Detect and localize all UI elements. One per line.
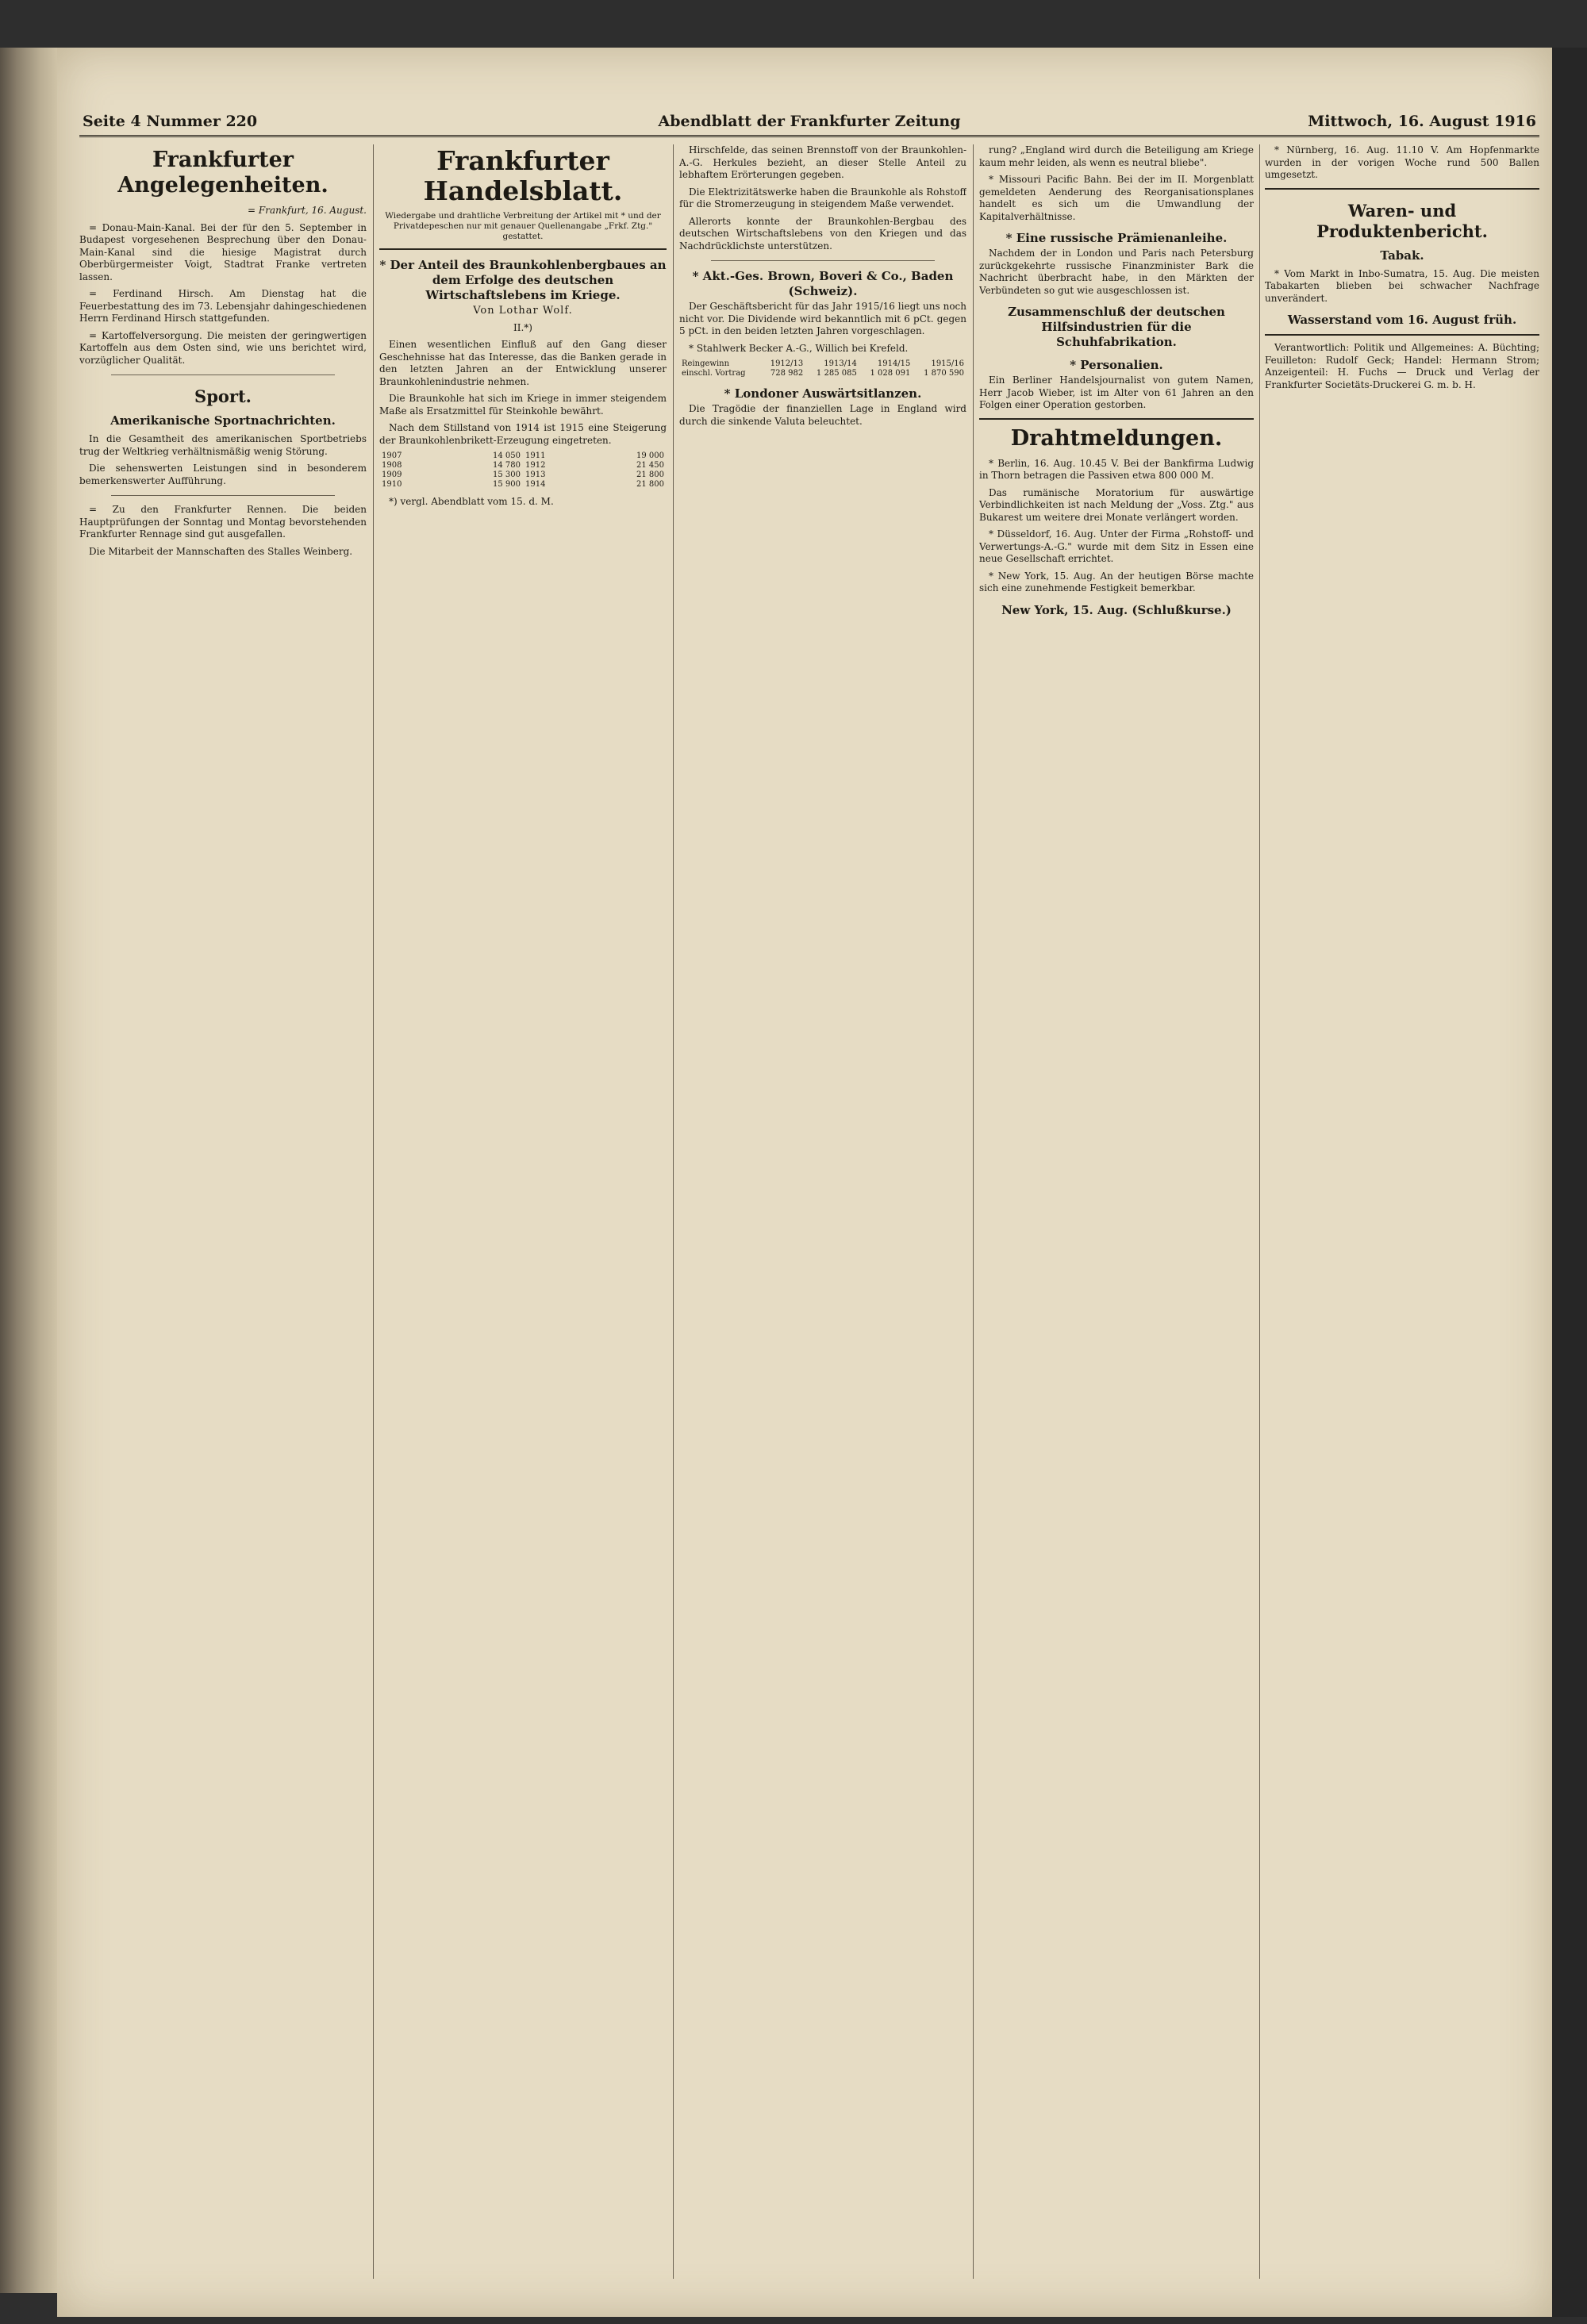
table-cell: 14 050 [492,451,521,460]
telegram-item: Das rumänische Moratorium für auswärtige Verbindlichkeiten ist nach Meldung der „Voss. Ztg." aus Bukarest um weitere drei Monate verlängert worden. [979,486,1254,523]
scan-border-right [1552,48,1587,2317]
russia-heading: * Eine russische Prämienanleihe. [1005,231,1228,245]
article-title: * Der Anteil des Braunkohlenbergbaues an dem Erfolge des deutschen Wirtschaftslebens im Kriege. [379,258,667,302]
article-part: II.*) [513,321,532,333]
table-cell: 1914 [525,480,546,489]
market-subheading: Tabak. [1380,248,1424,263]
section-heading-markets: Waren- und Produktenbericht. [1316,200,1488,241]
industry-heading: Zusammenschluß der deutschen Hilfsindustrien für die Schuhfabrikation. [1008,305,1225,349]
company-heading: * Akt.-Ges. Brown, Boveri & Co., Baden (Schweiz). [692,269,954,298]
heading-rule [1265,188,1539,190]
column-business-continued [679,144,966,2287]
column-markets [1265,144,1539,2287]
article-paragraph: Die Tragödie der finanziellen Lage in England wird durch die sinkende Valuta beleuchtet. [679,403,966,427]
article-paragraph: Allerorts konnte der Braunkohlen-Bergbau des deutschen Wirtschaftslebens von den Kriegen und das Nachdrücklichste unterstützen. [679,215,966,252]
table-row [379,451,667,461]
table-cell: 1909 [382,471,402,479]
table-cell: 1910 [382,480,402,489]
article-paragraph: Ein Berliner Handelsjournalist von gutem Namen, Herr Jacob Wieber, ist im Alter von 61 Jahren an den Folgen einer Operation gestorben. [979,375,1254,410]
telegram-item: * New York, 15. Aug. An der heutigen Börse machte sich eine zunehmende Festigkeit bemerkbar. [979,570,1254,593]
personalien-heading: * Personalien. [1070,358,1163,372]
author-byline: Von Lothar Wolf. [473,305,573,317]
article-paragraph: = Ferdinand Hirsch. Am Dienstag hat die Feuerbestattung des im 73. Lebensjahr dahingeschiedenen Herrn Ferdinand Hirsch stattgefunden. [79,288,367,324]
table-row [379,480,667,490]
table-cell: 21 800 [636,480,664,489]
heading-rule [979,418,1254,420]
footnote: *) vergl. Abendblatt vom 15. d. M. [389,496,554,507]
article-paragraph: * Nürnberg, 16. Aug. 11.10 V. Am Hopfenmarkte wurden in der vorigen Woche rund 500 Ballen umgesetzt. [1265,144,1539,180]
table-cell: 1912/13 [770,359,804,368]
masthead [79,103,1539,137]
article-paragraph: = Donau-Main-Kanal. Bei der für den 5. September in Budapest vorgesehenen Besprechung über den Donau-Main-Kanal sind die hiesige Magistrat durch Oberbürgermeister Voigt, Stadtrat Franke vertreten lassen. [79,221,367,282]
column-telegrams [979,144,1254,2287]
table-cell: 1 285 085 [816,369,857,378]
column-business-news [379,144,667,2287]
table-cell: 1912 [525,461,546,470]
column-rule [973,144,974,2279]
newspaper-title: Abendblatt der Frankfurter Zeitung [658,113,961,130]
article-paragraph: Die Mitarbeit der Mannschaften des Stalles Weinberg. [89,545,353,557]
column-rule [1259,144,1260,2279]
column-rule [373,144,374,2279]
table-cell: 15 900 [492,480,521,489]
page-number: Seite 4 Nummer 220 [83,113,258,130]
table-cell: 1915/16 [931,359,964,368]
section-heading-telegrams: Drahtmeldungen. [1010,425,1223,451]
table-cell: 1914/15 [877,359,911,368]
london-heading: * Londoner Auswärtsitlanzen. [724,386,922,401]
column-rule [673,144,674,2279]
table-cell: 1913 [525,471,546,479]
section-divider [111,495,335,496]
table-cell: 728 982 [770,369,804,378]
article-paragraph: Die sehenswerten Leistungen sind in besonderem bemerkenswerter Aufführung. [79,463,367,486]
issue-date: Mittwoch, 16. August 1916 [1308,113,1536,130]
table-cell: 1 028 091 [870,369,911,378]
table-cell: 1908 [382,461,402,470]
article-paragraph: In die Gesamtheit des amerikanischen Sportbetriebs trug der Weltkrieg verhältnismäßig wenig Störung. [79,433,367,457]
section-heading-business: Frankfurter Handelsblatt. [423,145,623,206]
table-cell: 1911 [525,451,546,460]
section-divider [711,260,935,261]
heading-rule [379,248,667,250]
table-cell: 15 300 [492,471,521,479]
article-paragraph: Die Braunkohle hat sich im Kriege in immer steigendem Maße als Ersatzmittel für Steinkohle bewährt. [379,393,667,417]
telegram-item: * Düsseldorf, 16. Aug. Unter der Firma „Rohstoff- und Verwertungs-A.-G." wurde mit dem Sitz in Essen eine neue Gesellschaft errichtet. [979,528,1254,564]
column-local-news [79,144,367,2287]
table-row [679,359,966,369]
imprint: Verantwortlich: Politik und Allgemeines: A. Büchting; Feuilleton: Rudolf Geck; Handel: Hermann Strom; Anzeigenteil: H. Fuchs — Druck und Verlag der Frankfurter Societäts-Druckerei G. m. b. H. [1265,342,1539,390]
article-paragraph: = Zu den Frankfurter Rennen. Die beiden Hauptprüfungen der Sonntag und Montag bevorstehenden Frankfurter Rennage sind gut ausgefallen. [79,504,367,540]
newyork-heading: New York, 15. Aug. (Schlußkurse.) [1001,602,1232,617]
table-row [379,471,667,480]
article-paragraph: Nach dem Stillstand von 1914 ist 1915 eine Steigerung der Braunkohlenbrikett-Erzeugung eingetreten. [379,422,667,446]
reprint-notice: Wiedergabe und drahtliche Verbreitung der Artikel mit * und der Privatdepeschen nur mit genauer Quellenangabe „Frkf. Ztg." gestattet. [385,211,661,241]
telegram-item: * Berlin, 16. Aug. 10.45 V. Bei der Bankfirma Ludwig in Thorn betragen die Passiven etwa 800 000 M. [979,457,1254,481]
article-paragraph: Nachdem der in London und Paris nach Petersburg zurückgekehrte russische Finanzminister Bark die Nachricht überbracht habe, in den Märkten der Verbündeten so gut wie ausgeschlossen ist. [979,248,1254,296]
article-paragraph: Der Geschäftsbericht für das Jahr 1915/16 liegt uns noch nicht vor. Die Dividende wird bekanntlich mit 6 pCt. gegen 5 pCt. in den beiden letzten Jahren vorgeschlagen. [679,301,966,336]
article-paragraph: * Stahlwerk Becker A.-G., Willich bei Krefeld. [689,342,909,354]
section-heading-local: Frankfurter Angelegenheiten. [117,148,329,198]
article-paragraph: = Kartoffelversorgung. Die meisten der geringwertigen Kartoffeln aus dem Osten sind, wie uns berichtet wird, vorzüglicher Qualität. [79,329,367,366]
page-binding-edge [0,48,57,2293]
article-paragraph: * Missouri Pacific Bahn. Bei der im II. Morgenblatt gemeldeten Aenderung des Reorganisationsplanes handelt es sich um die Umwandlung der Kapitalverhältnisse. [979,174,1254,222]
page-content [79,103,1539,2293]
article-paragraph: rung? „England wird durch die Beteiligung am Kriege kaum mehr leiden, als wenn es neutral bliebe". [979,144,1254,168]
table-cell: 19 000 [636,451,664,460]
table-cell: 21 800 [636,471,664,479]
table-row [679,369,966,378]
table-cell: 1 870 590 [924,369,964,378]
heading-rule [1265,334,1539,336]
production-table [379,451,667,490]
table-cell: einschl. Vortrag [682,369,746,378]
sport-subheading: Amerikanische Sportnachrichten. [110,413,336,428]
article-paragraph: Einen wesentlichen Einfluß auf den Gang dieser Geschehnisse hat das Interesse, das die Banken gerade in den letzten Jahren an der Entwicklung unserer Braunkohlenindustrie nehmen. [379,339,667,387]
article-paragraph: Hirschfelde, das seinen Brennstoff von der Braunkohlen-A.-G. Herkules bezieht, an dieser Stelle Anteil zu lebhaftem Erörterungen gegeben. [679,144,966,180]
article-paragraph: Die Elektrizitätswerke haben die Braunkohle als Rohstoff für die Stromerzeugung in steigendem Maße verwendet. [679,186,966,209]
table-cell: Reingewinn [682,359,730,368]
table-cell: 1907 [382,451,402,460]
table-row [379,461,667,471]
table-cell: 1913/14 [824,359,857,368]
table-cell: 21 450 [636,461,664,470]
section-heading-sport: Sport. [194,386,252,406]
water-level-heading: Wasserstand vom 16. August früh. [1287,313,1517,327]
profit-table [679,359,966,378]
table-cell: 14 780 [492,461,521,470]
article-paragraph: * Vom Markt in Inbo-Sumatra, 15. Aug. Die meisten Tabakarten blieben bei schwacher Nachfrage unverändert. [1265,267,1539,304]
dateline: = Frankfurt, 16. August. [248,205,367,216]
